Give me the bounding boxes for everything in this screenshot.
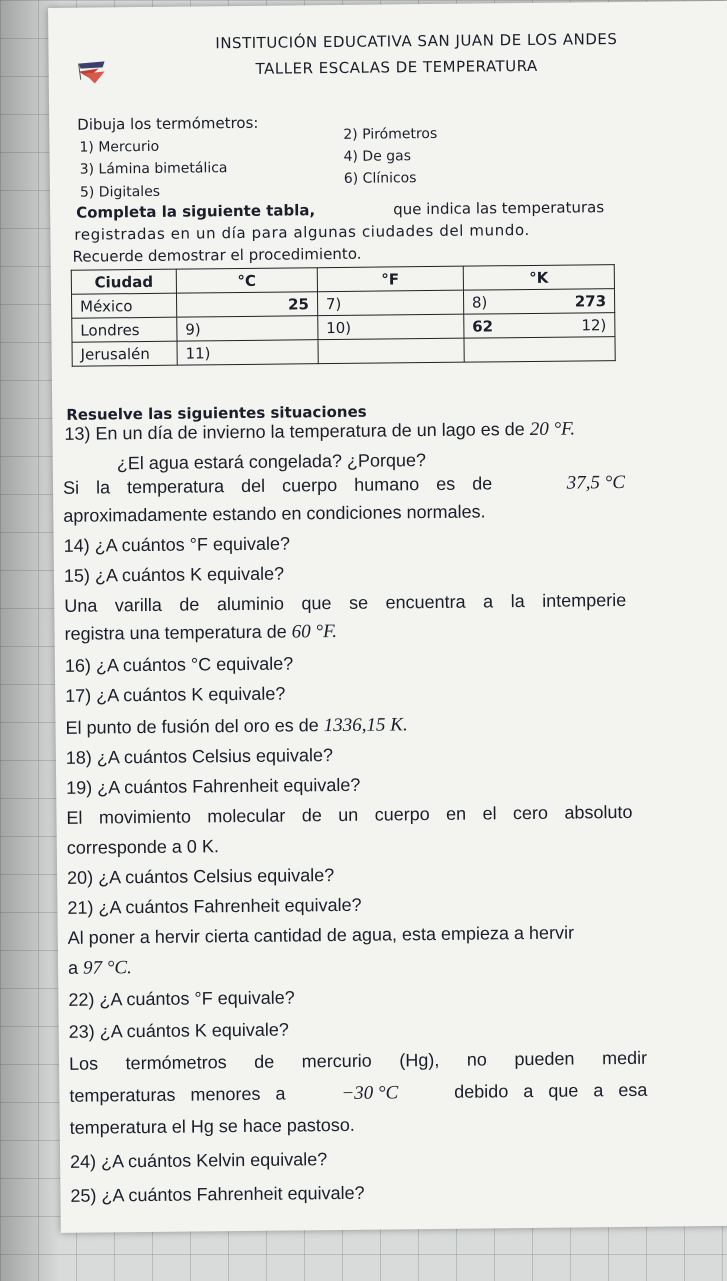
boil-line-2: [68, 957, 132, 980]
cell-kelvin-value: 273: [574, 291, 607, 310]
gold-value: 1336,15 K.: [323, 714, 408, 737]
rod-text: registra una temperatura de: [64, 621, 287, 644]
question-17: 17) ¿A cuántos K equivale?: [65, 683, 286, 706]
table-intro-rest: que indica las temperaturas: [393, 198, 605, 219]
cell-city: Jerusalén: [72, 341, 177, 366]
cell-celsius: 9): [177, 316, 318, 341]
question-14: 14) ¿A cuántos °F equivale?: [63, 533, 291, 556]
question-16: 16) ¿A cuántos °C equivale?: [64, 653, 294, 676]
cell-fahrenheit: 7): [317, 290, 463, 316]
absolute-zero-line-1: El movimiento molecular de un cuerpo en el cero absoluto: [66, 801, 633, 828]
workshop-title: TALLER ESCALAS DE TEMPERATURA: [255, 56, 538, 78]
question-23: 23) ¿A cuántos K equivale?: [68, 1019, 289, 1042]
school-name: INSTITUCIÓN EDUCATIVA SAN JUAN DE LOS ANDES: [215, 30, 618, 53]
cell-kelvin: [464, 313, 615, 339]
rod-line-1: Una varilla de aluminio que se encuentra a la intemperie: [64, 589, 627, 616]
worksheet-paper: [48, 1, 727, 1233]
draw-item-4: 4) De gas: [343, 148, 412, 165]
cell-kelvin: [464, 337, 615, 363]
problem-13-line-2: ¿El agua estará congelada? ¿Porque?: [116, 450, 427, 474]
rod-line-2: [64, 621, 337, 646]
table-intro-line-1: [76, 198, 604, 222]
body-temp-line-2: aproximadamente estando en condiciones normales.: [63, 501, 486, 526]
problem-13-value: 20 °F.: [529, 418, 576, 440]
cell-city: Londres: [72, 317, 177, 342]
gold-line: [65, 714, 407, 740]
question-25: 25) ¿A cuántos Fahrenheit equivale?: [70, 1182, 365, 1206]
draw-prompt: Dibuja los termómetros:: [77, 113, 259, 134]
draw-item-6: 6) Clínicos: [343, 170, 417, 187]
header-kelvin: °K: [463, 265, 614, 291]
boil-value: 97 °C.: [82, 957, 132, 979]
cell-celsius: 11): [177, 340, 318, 365]
cell-city: México: [71, 293, 176, 318]
body-temp-line-1: [63, 472, 625, 500]
mercury-line-2: [69, 1080, 647, 1108]
problems-heading: Resuelve las siguientes situaciones: [66, 402, 367, 424]
draw-item-5: 5) Digitales: [79, 183, 161, 201]
question-19: 19) ¿A cuántos Fahrenheit equivale?: [66, 774, 361, 798]
problem-13-line-1: [64, 419, 575, 446]
question-22: 22) ¿A cuántos °F equivale?: [68, 987, 295, 1010]
rod-value: 60 °F.: [291, 621, 338, 643]
boil-line-1: Al poner a hervir cierta cantidad de agua, esta empieza a hervir: [67, 922, 575, 948]
table-row: [72, 337, 615, 367]
header-celsius: °C: [176, 268, 317, 293]
header-fahrenheit: °F: [317, 266, 463, 292]
question-18: 18) ¿A cuántos Celsius equivale?: [65, 745, 334, 768]
cell-celsius: 25: [176, 292, 317, 317]
cell-fahrenheit: [318, 338, 464, 364]
header-city: Ciudad: [71, 269, 176, 294]
question-15: 15) ¿A cuántos K equivale?: [63, 563, 285, 586]
absolute-zero-line-2: corresponde a 0 K.: [66, 836, 220, 858]
mercury-line-1: Los termómetros de mercurio (Hg), no pueden medir: [68, 1047, 648, 1074]
draw-item-2: 2) Pirómetros: [343, 125, 438, 143]
gold-text: El punto de fusión del oro es de: [65, 715, 319, 738]
draw-item-1: 1) Mercurio: [79, 138, 160, 156]
cell-fahrenheit-value: 62: [472, 316, 494, 336]
question-21: 21) ¿A cuántos Fahrenheit equivale?: [67, 894, 362, 918]
table-intro-line-3: Recuerde demostrar el procedimiento.: [72, 244, 362, 266]
cell-kelvin-blank: 8): [471, 292, 488, 312]
question-24: 24) ¿A cuántos Kelvin equivale?: [69, 1149, 328, 1172]
question-20: 20) ¿A cuántos Celsius equivale?: [67, 865, 335, 888]
cell-kelvin: [463, 289, 614, 315]
boil-text: a: [67, 957, 79, 978]
mercury-line-3: temperatura el Hg se hace pastoso.: [69, 1114, 355, 1138]
temperature-table: [71, 264, 616, 367]
problem-13-text: 13) En un día de invierno la temperatura de un lago es de: [64, 419, 525, 444]
table-intro-line-2: registradas en un día para algunas ciudades del mundo.: [74, 220, 530, 244]
body-temp-text: Si la temperatura del cuerpo humano es de: [62, 473, 493, 498]
mercury-text-b: debido a que a esa: [454, 1079, 648, 1102]
cell-kelvin-value: 12): [581, 315, 607, 334]
table-intro-bold: Completa la siguiente tabla,: [76, 201, 316, 222]
cell-fahrenheit: 10): [318, 314, 464, 340]
mercury-value: −30 °C: [341, 1082, 399, 1104]
mercury-text-a: temperaturas menores a: [69, 1083, 286, 1106]
body-temp-value: 37,5 °C: [566, 471, 626, 494]
draw-item-3: 3) Lámina bimetálica: [79, 160, 228, 178]
